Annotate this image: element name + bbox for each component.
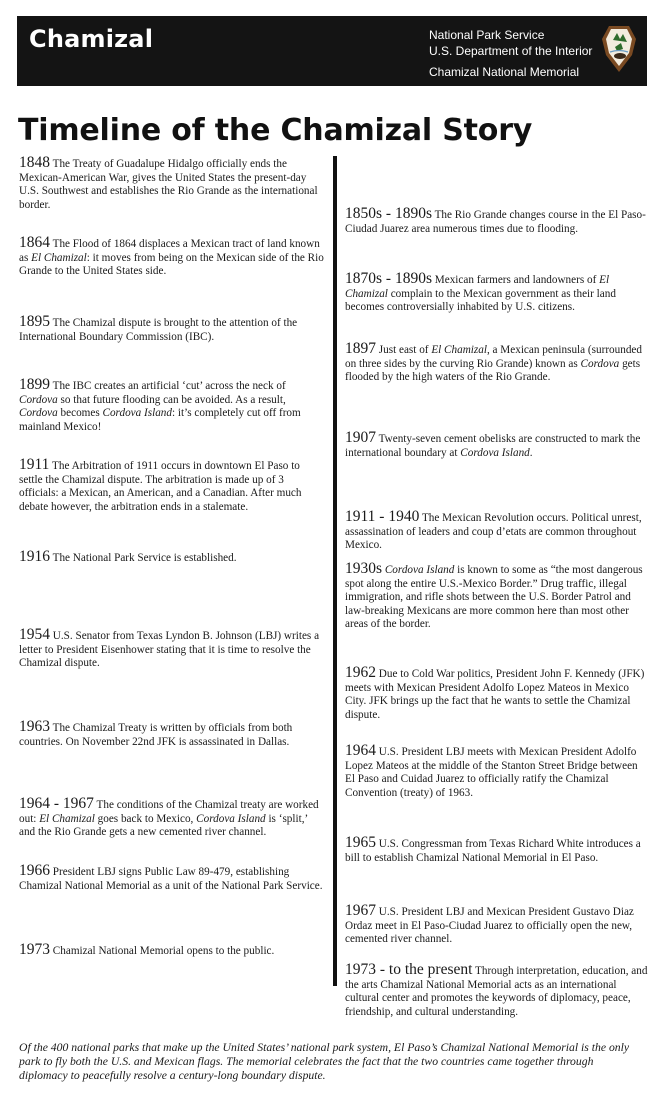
timeline-entry [19,315,326,344]
timeline-text: is ‘split,’ and the Rio Grande gets a new cemented river channel. [19,812,308,839]
timeline-text: , a Mexican peninsula (surrounded on three sides by the curving Rio Grande) known as [345,344,642,370]
timeline-entry [345,431,650,460]
timeline-text: Due to Cold War politics, President John F. Kennedy (JFK) meets with Mexican President Adolfo Lopez Mateos in Mexico City. JFK brings up the fact that he wants to settle the Chamizal dispute. [345,668,645,721]
timeline-entry [345,744,650,800]
footer-note: Of the 400 national parks that make up the United States’ national park system, El Paso’s Chamizal National Memorial is the only park to fly both the U.S. and Mexican flags. The memorial celebrates the fact that the two countries came together through diplomacy to peacefully resolve a century-long boundary dispute. [19,1041,630,1082]
timeline-year: 1850s - 1890s [345,205,432,222]
timeline-year: 1916 [19,548,50,565]
place-name: El Chamizal [345,274,610,300]
timeline-text: gets flooded by the high waters of the Rio Grande. [345,357,641,384]
timeline-entry [345,207,650,236]
place-name: El Chamizal [431,344,487,356]
timeline-text: Through interpretation, education, and the arts Chamizal National Memorial acts as an international cultural center and promotes the keywords of diplomacy, peace, friendship, and cultural understanding. [345,965,648,1018]
place-name: Cordova Island [384,564,455,576]
timeline-text: The Arbitration of 1911 occurs in downtown El Paso to settle the Chamizal dispute. The arbitration is made up of 3 officials: a Mexican, an American, and a Canadian. After much debate however, the arbitration ends in a stalemate. [19,460,302,513]
timeline-text: U.S. President LBJ and Mexican President Gustavo Diaz Ordaz meet in El Paso-Ciudad Juarez to officially open the new, cemented river channel. [345,906,634,946]
agency-name: National Park Service [429,28,545,42]
timeline-text: The conditions of the Chamizal treaty are worked out: [19,799,319,825]
timeline-entry [345,562,650,632]
timeline-year: 1973 [19,941,50,958]
timeline-entry [345,904,650,947]
timeline-divider [333,156,337,986]
timeline-text: The National Park Service is established. [52,552,237,564]
place-name: Cordova [580,357,620,370]
place-name: Cordova Island [196,812,266,825]
timeline-text: Chamizal National Memorial opens to the public. [52,945,275,957]
timeline-text: President LBJ signs Public Law 89-479, establishing Chamizal National Memorial as a unit of the National Park Service. [19,866,323,892]
timeline-text: The Flood of 1864 displaces a Mexican tract of land known as [19,238,320,264]
timeline-text: Twenty-seven cement obelisks are constructed to mark the international boundary at [345,433,641,459]
timeline-year: 1911 [19,456,50,473]
timeline-year: 1899 [19,376,50,393]
place-name: Cordova Island [102,407,172,420]
timeline-entry [345,963,650,1019]
timeline-year: 1964 [345,742,376,759]
timeline-entry [19,458,326,514]
timeline-entry [345,666,650,722]
timeline-entry [345,272,650,315]
timeline-text: The IBC creates an artificial ‘cut’ across the neck of [52,380,286,392]
park-name: Chamizal National Memorial [429,65,580,79]
timeline-entry [345,342,650,385]
place-name: Cordova [19,393,58,406]
site-name: Chamizal [29,25,154,53]
timeline-text: U.S. Congressman from Texas Richard White introduces a bill to establish Chamizal National Memorial in El Paso. [345,838,641,864]
timeline-entry [345,836,650,865]
timeline-entry [19,236,326,279]
timeline-text: The Chamizal Treaty is written by officials from both countries. On November 22nd JFK is assassinated in Dallas. [19,722,293,748]
timeline-text: becomes [57,407,103,420]
timeline-year: 1895 [19,313,50,330]
timeline-text: : it moves from being on the Mexican side of the Rio Grande to the United States side. [19,251,324,278]
timeline-text: U.S. President LBJ meets with Mexican President Adolfo Lopez Mateos at the middle of the Stanton Street Bridge between El Paso and Cuidad Juarez to officially ratify the Chamizal Convention (treaty) of 1963. [345,746,638,799]
place-name: Cordova Island [460,446,530,459]
timeline-year: 1897 [345,340,376,357]
timeline-entry [19,378,326,434]
timeline-text: Just east of [378,344,432,356]
timeline-entry [19,720,326,749]
timeline-year: 1965 [345,834,376,851]
timeline-entry [19,628,326,671]
timeline-year: 1966 [19,862,50,879]
timeline-year: 1967 [345,902,376,919]
timeline-entry [19,797,326,840]
timeline-text: U.S. Senator from Texas Lyndon B. Johnson (LBJ) writes a letter to President Eisenhower stating that it is time to resolve the Chamizal dispute. [19,630,320,670]
timeline-text: complain to the Mexican government as their land becomes controversially inhabited by U.S. citizens. [345,287,616,314]
timeline-year: 1962 [345,664,376,681]
timeline-year: 1848 [19,154,50,171]
timeline-year: 1964 - 1967 [19,795,94,812]
timeline-text: The Treaty of Guadalupe Hidalgo officially ends the Mexican-American War, gives the United States the present-day U.S. Southwest and establishes the Rio Grande as the international border. [19,158,318,211]
timeline-text: goes back to Mexico, [94,812,197,825]
timeline-entry [19,943,326,959]
timeline-text: The Rio Grande changes course in the El Paso-Ciudad Juarez area numerous times due to flooding. [345,209,646,235]
department-name: U.S. Department of the Interior [429,44,593,58]
nps-arrowhead-icon [601,25,637,73]
timeline-entry [345,510,650,553]
timeline-text: is known to some as “the most dangerous spot along the entire U.S.-Mexico Border.” Drug traffic, illegal immigration, and rifle shots between the U.S. Border Patrol and law-breaking Mexicans are more common here than most other areas of the border. [345,564,643,631]
timeline-year: 1911 - 1940 [345,508,420,525]
timeline-text: : it’s completely cut off from mainland Mexico! [19,407,301,433]
timeline-text: so that future flooding can be avoided. As a result, [57,393,286,406]
timeline-text: The Mexican Revolution occurs. Political unrest, assassination of leaders and coup d’etats are common throughout Mexico. [345,512,642,552]
timeline-entry [19,550,326,566]
timeline-year: 1864 [19,234,50,251]
timeline-year: 1870s - 1890s [345,270,432,287]
place-name: Cordova [19,407,58,420]
timeline-year: 1930s [345,560,383,577]
header-banner [17,16,647,86]
timeline-text: . [529,446,533,459]
timeline-year: 1973 - to the present [345,961,473,978]
timeline-year: 1954 [19,626,50,643]
place-name: El Chamizal [31,251,87,264]
timeline-year: 1907 [345,429,376,446]
timeline-entry [19,156,326,212]
agency-block [429,27,592,80]
timeline-text: Mexican farmers and landowners of [434,274,600,286]
page-title: Timeline of the Chamizal Story [18,113,533,149]
timeline-entry [19,864,326,893]
place-name: El Chamizal [39,812,95,825]
timeline-year: 1963 [19,718,50,735]
timeline-text: The Chamizal dispute is brought to the attention of the International Boundary Commission (IBC). [19,317,298,343]
